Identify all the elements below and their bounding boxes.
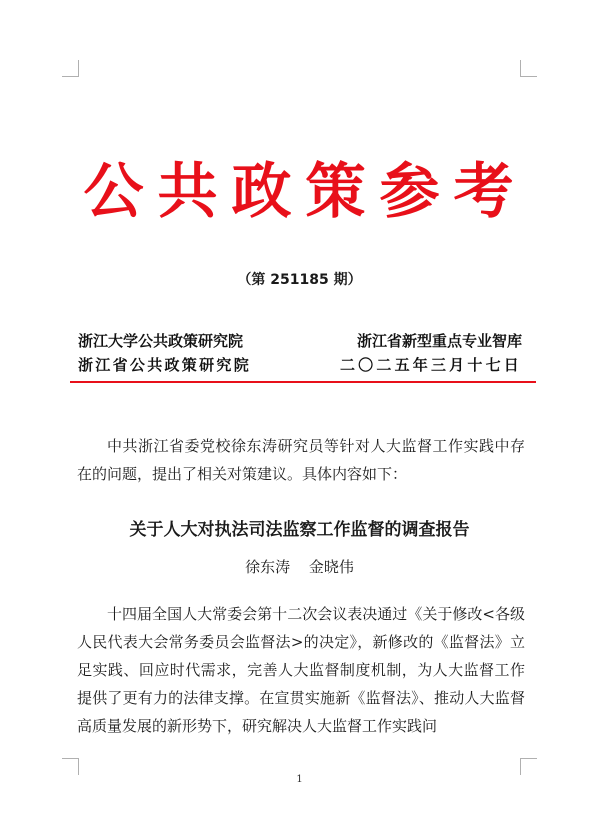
publish-date: 二〇二五年三月十七日 [339, 356, 522, 374]
page-number: 1 [296, 774, 303, 785]
issue-number: （第 251185 期） [237, 272, 362, 288]
report-body-paragraph: 十四届全国人大常委会第十二次会议表决通过《关于修改<各级人民代表大会常务委员会监督法>的决定》，新修改的《监督法》立足实践、回应时代需求，完善人大监督制度机制，为人大监督工作提供了更有力的法律支撑。在宣贯实施新《监督法》、推动人大监督高质量发展的新形势下，研究解决人大监督工作实践问 [77, 605, 525, 735]
red-divider [70, 381, 536, 383]
publisher-zju-institute: 浙江大学公共政策研究院 [78, 332, 244, 350]
author-name: 徐东涛 [245, 558, 291, 576]
report-title: 关于人大对执法司法监察工作监督的调查报告 [129, 520, 470, 540]
report-authors [0, 556, 599, 578]
author-name: 金晓伟 [308, 558, 354, 576]
publisher-provincial-institute: 浙江省公共政策研究院 [78, 356, 252, 374]
masthead-title: 公共政策参考 [83, 157, 528, 227]
intro-paragraph: 中共浙江省委党校徐东涛研究员等针对人大监督工作实践中存在的问题，提出了相关对策建议。具体内容如下： [77, 437, 525, 483]
crop-mark-top-left [62, 60, 79, 77]
publisher-think-tank: 浙江省新型重点专业智库 [356, 332, 522, 350]
crop-mark-top-right [520, 60, 537, 77]
